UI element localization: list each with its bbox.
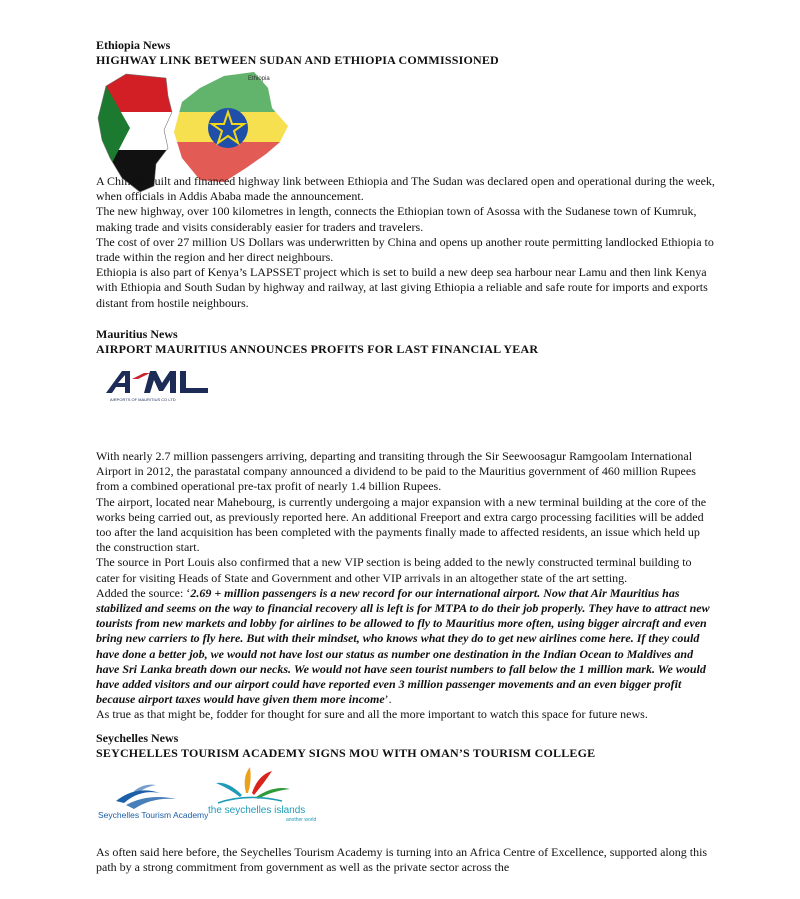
ethiopia-paragraph-1: A Chinese built and financed highway link between Ethiopia and The Sudan was declared open and operational during the week, when officials in Addis Ababa made the announcement.: [96, 174, 715, 204]
ethiopia-paragraph-3: The cost of over 27 million US Dollars was underwritten by China and opens up another route permitting landlocked Ethiopia to trade within the region and her direct neighbours.: [96, 234, 714, 265]
ethiopia-section: [96, 38, 716, 310]
aml-logo: [104, 365, 224, 405]
seychelles-section: [96, 731, 716, 875]
seychelles-islands-logo-text: the seychelles islands: [208, 805, 306, 816]
mauritius-headline: AIRPORT MAURITIUS ANNOUNCES PROFITS FOR LAST FINANCIAL YEAR: [96, 342, 539, 356]
tourism-academy-logo-text: Seychelles Tourism Academy: [98, 810, 209, 820]
ethiopia-headline: HIGHWAY LINK BETWEEN SUDAN AND ETHIOPIA COMMISSIONED: [96, 53, 499, 67]
seychelles-islands-logo: [208, 767, 317, 823]
seychelles-kicker: Seychelles News: [96, 731, 179, 745]
seychelles-paragraph-1: As often said here before, the Seychelles Tourism Academy is turning into an Africa Centre of Excellence, supported along this path by a strong commitment from government as well as the private sector across the: [96, 845, 708, 875]
seychelles-headline: SEYCHELLES TOURISM ACADEMY SIGNS MOU WITH OMAN’S TOURISM COLLEGE: [96, 746, 596, 760]
tourism-academy-logo: [98, 785, 209, 820]
mauritius-paragraph-1: With nearly 2.7 million passengers arriving, departing and transiting through the Sir Seewoosagur Ramgoolam International Airport in 2012, the parastatal company announced a dividend to be paid to the Mauritius government of 460 million Rupees from a combined operational pre-tax profit of nearly 1.4 billion Rupees.: [96, 449, 696, 494]
ethiopia-body: [96, 174, 716, 311]
quote-intro: Added the source: ‘: [96, 585, 191, 600]
mauritius-paragraph-2: The airport, located near Mahebourg, is currently undergoing a major expansion with a new terminal building at the core of the works being carried out, as previously reported here. An additional Freeport and extra cargo processing facilities will be added too after the land acquisition has been completed with the payments finally made to affected residents, an issue which held up the construction start.: [96, 494, 707, 555]
ethiopia-map-label: Ethiopia: [248, 76, 270, 82]
aml-logo-icon: [104, 365, 224, 405]
ethiopia-paragraph-4: Ethiopia is also part of Kenya’s LAPSSET project which is set to build a new deep sea harbour near Lamu and then link Kenya with Ethiopia and South Sudan by highway and railway, at last giving Ethiopia a reliable and safe route for imports and exports distant from hostile neighbours.: [96, 265, 708, 310]
mauritius-closing: As true as that might be, fodder for thought for sure and all the more important to watch this space for future news.: [96, 707, 648, 722]
mauritius-quote-paragraph: [96, 586, 716, 708]
mauritius-section: [96, 327, 716, 722]
seychelles-islands-logo-subtext: another world: [286, 817, 317, 823]
aml-logo-subtext: AIRPORTS OF MAURITIUS CO LTD: [110, 397, 176, 402]
mauritius-body: [96, 449, 716, 723]
quote-close: ’.: [384, 692, 392, 707]
mauritius-paragraph-3: The source in Port Louis also confirmed that a new VIP section is being added to the newly constructed terminal building to cater for visiting Heads of State and Government and other VIP arrivals in an altogether state of the art setting.: [96, 555, 692, 585]
mauritius-kicker: Mauritius News: [96, 327, 178, 341]
seychelles-logos-icon: [96, 763, 336, 825]
ethiopia-paragraph-2: The new highway, over 100 kilometres in length, connects the Ethiopian town of Asossa with the Sudanese town of Kumruk, making trade and visits considerably easier for traders and travelers.: [96, 204, 697, 234]
seychelles-logos: [96, 763, 336, 825]
seychelles-body: [96, 845, 716, 875]
ethiopia-kicker: Ethiopia News: [96, 38, 171, 52]
quote-text: 2.69 + million passengers is a new record for our international airport. Now that Air Mauritius has stabilized and seems on the way to financial recovery all is left is for MTPA to do their job properly. They have to attract new tourists from new markets and lobby for airlines to be allowed to fly to Mauritius more often, using bigger aircraft and even bring new carriers to fly here. But with their mindset, who knows what they do to get new airlines come here. If they could have done a better job, we would not have lost our status as number one destination in the Indian Ocean to Maldives and have Sri Lanka breath down our necks. We would not have seen tourist numbers to fall below the 1 million mark. We would have added visitors and our airport could have reported even 3 million passenger movements and an even bigger profit because airport taxes would have given them more income: [96, 585, 710, 707]
